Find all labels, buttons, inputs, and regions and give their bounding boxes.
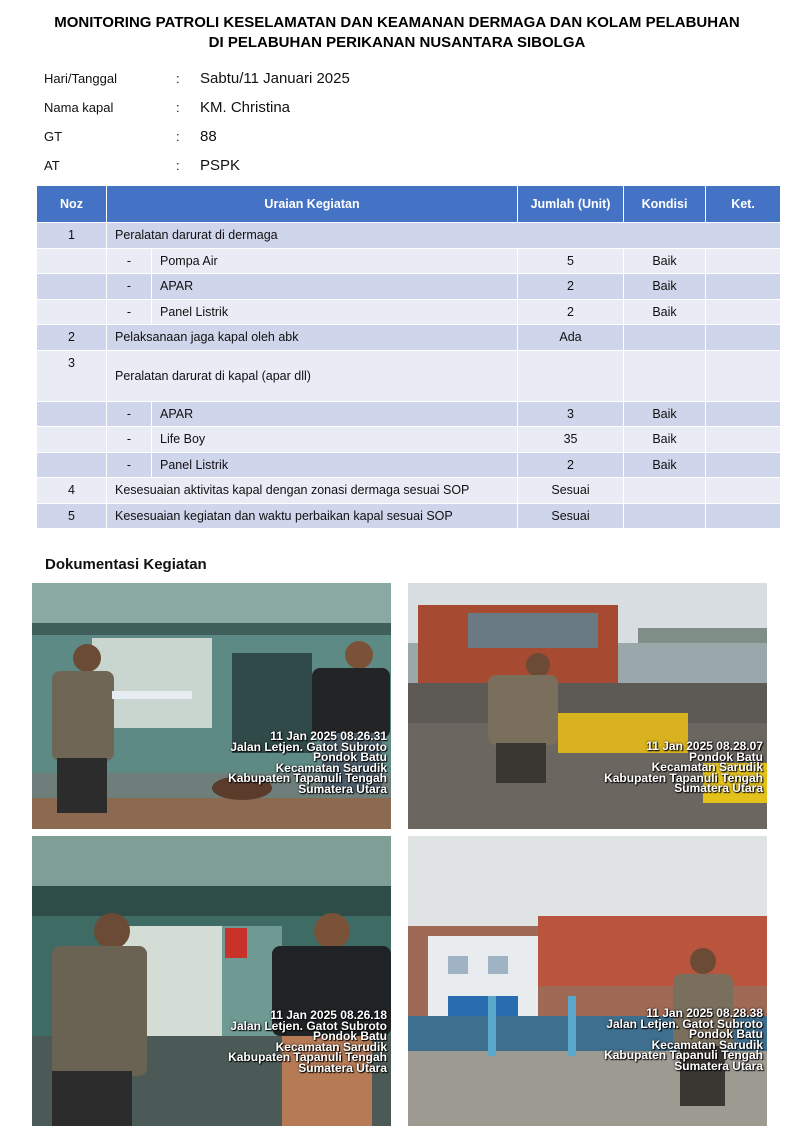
- info-row-date: [44, 66, 350, 90]
- cell-dash: -: [107, 452, 152, 478]
- cell-ket: [706, 452, 781, 478]
- header-uraian: Uraian Kegiatan: [107, 186, 518, 223]
- cell-ket: [706, 299, 781, 325]
- cell-no: 3: [37, 350, 107, 401]
- cell-dash: -: [107, 401, 152, 427]
- cell-uraian: Pelaksanaan jaga kapal oleh abk: [107, 325, 518, 351]
- photo-3-stamp: [228, 1010, 387, 1073]
- page-title: [0, 13, 794, 53]
- info-label: AT: [44, 157, 60, 173]
- photo-1-stamp: [228, 731, 387, 794]
- cell-uraian: Life Boy: [152, 427, 518, 453]
- cell-kondisi: [624, 478, 706, 504]
- stamp-line: 11 Jan 2025 08.28.38: [646, 1006, 763, 1020]
- cell-jumlah: 5: [518, 248, 624, 274]
- stamp-line: Pondok Batu: [689, 1027, 763, 1041]
- header-no: Noz: [37, 186, 107, 223]
- cell-dash: -: [107, 248, 152, 274]
- table-row: [37, 427, 781, 453]
- cell-jumlah: 35: [518, 427, 624, 453]
- table-row: [37, 248, 781, 274]
- cell-no: [37, 248, 107, 274]
- header-jumlah: Jumlah (Unit): [518, 186, 624, 223]
- info-value: KM. Christina: [200, 98, 291, 116]
- photo-3-image: [32, 836, 391, 1126]
- table-row: [37, 299, 781, 325]
- cell-uraian: Peralatan darurat di kapal (apar dll): [107, 350, 518, 401]
- info-colon: :: [176, 128, 180, 144]
- photo-4-image: [408, 836, 767, 1126]
- cell-no: [37, 401, 107, 427]
- info-row-ship-name: [44, 95, 290, 119]
- cell-jumlah: Sesuai: [518, 478, 624, 504]
- cell-ket: [706, 503, 781, 529]
- cell-jumlah: Sesuai: [518, 503, 624, 529]
- cell-dash: -: [107, 274, 152, 300]
- cell-jumlah: [518, 350, 624, 401]
- cell-kondisi: Baik: [624, 427, 706, 453]
- cell-jumlah: 2: [518, 299, 624, 325]
- header-kondisi: Kondisi: [624, 186, 706, 223]
- table-row: [37, 452, 781, 478]
- cell-uraian: Peralatan darurat di dermaga: [107, 223, 781, 249]
- cell-uraian: Panel Listrik: [152, 299, 518, 325]
- cell-ket: [706, 350, 781, 401]
- stamp-line: Pondok Batu: [313, 1029, 387, 1043]
- cell-uraian: APAR: [152, 401, 518, 427]
- stamp-line: Pondok Batu: [689, 749, 763, 764]
- cell-ket: [706, 478, 781, 504]
- activity-table: [36, 185, 781, 529]
- table-row: [37, 478, 781, 504]
- stamp-line: Jalan Letjen. Gatot Subroto: [230, 739, 387, 754]
- cell-ket: [706, 274, 781, 300]
- cell-uraian: Kesesuaian aktivitas kapal dengan zonasi dermaga sesuai SOP: [107, 478, 518, 504]
- stamp-line: 11 Jan 2025 08.26.18: [270, 1008, 387, 1022]
- photo-1: [32, 583, 391, 829]
- cell-ket: [706, 427, 781, 453]
- table-row: [37, 223, 781, 249]
- cell-no: 5: [37, 503, 107, 529]
- info-row-at: [44, 153, 240, 177]
- info-label: GT: [44, 128, 63, 144]
- cell-no: 2: [37, 325, 107, 351]
- cell-dash: -: [107, 299, 152, 325]
- cell-jumlah: 3: [518, 401, 624, 427]
- cell-kondisi: Baik: [624, 299, 706, 325]
- table-row: [37, 503, 781, 529]
- table-row: [37, 325, 781, 351]
- header-ket: Ket.: [706, 186, 781, 223]
- cell-jumlah: Ada: [518, 325, 624, 351]
- stamp-line: Pondok Batu: [313, 750, 387, 764]
- info-row-gt: [44, 124, 217, 148]
- stamp-line: Kecamatan Sarudik: [275, 1039, 387, 1054]
- stamp-line: Kecamatan Sarudik: [651, 760, 763, 774]
- info-colon: :: [176, 99, 180, 115]
- stamp-line: Sumatera Utara: [298, 1060, 387, 1075]
- cell-ket: [706, 325, 781, 351]
- cell-ket: [706, 401, 781, 427]
- stamp-line: 11 Jan 2025 08.26.31: [270, 729, 387, 743]
- title-line-2: DI PELABUHAN PERIKANAN NUSANTARA SIBOLGA: [208, 34, 586, 51]
- stamp-line: Kabupaten Tapanuli Tengah: [604, 770, 763, 785]
- cell-no: [37, 299, 107, 325]
- photo-2-stamp: [604, 741, 763, 794]
- stamp-line: 11 Jan 2025 08.28.07: [646, 739, 763, 753]
- cell-no: [37, 274, 107, 300]
- info-label: Nama kapal: [44, 99, 114, 115]
- documentation-heading: Dokumentasi Kegiatan: [45, 556, 207, 573]
- stamp-line: Jalan Letjen. Gatot Subroto: [606, 1016, 763, 1031]
- info-value: Sabtu/11 Januari 2025: [200, 69, 350, 87]
- photo-3: [32, 836, 391, 1126]
- cell-dash: -: [107, 427, 152, 453]
- photo-2: [408, 583, 767, 829]
- cell-uraian: APAR: [152, 274, 518, 300]
- title-line-1: MONITORING PATROLI KESELAMATAN DAN KEAMANAN DERMAGA DAN KOLAM PELABUHAN: [54, 14, 740, 31]
- cell-no: [37, 427, 107, 453]
- cell-uraian: Pompa Air: [152, 248, 518, 274]
- cell-kondisi: [624, 325, 706, 351]
- photo-4: [408, 836, 767, 1126]
- cell-kondisi: Baik: [624, 452, 706, 478]
- stamp-line: Sumatera Utara: [674, 781, 763, 795]
- cell-uraian: Kesesuaian kegiatan dan waktu perbaikan kapal sesuai SOP: [107, 503, 518, 529]
- info-label: Hari/Tanggal: [44, 70, 117, 86]
- cell-jumlah: 2: [518, 274, 624, 300]
- table-row: [37, 401, 781, 427]
- info-value: 88: [200, 127, 217, 145]
- cell-no: 1: [37, 223, 107, 249]
- cell-kondisi: Baik: [624, 274, 706, 300]
- stamp-line: Sumatera Utara: [674, 1058, 763, 1073]
- stamp-line: Sumatera Utara: [298, 781, 387, 796]
- cell-no: 4: [37, 478, 107, 504]
- cell-kondisi: Baik: [624, 401, 706, 427]
- stamp-line: Kabupaten Tapanuli Tengah: [604, 1048, 763, 1062]
- cell-kondisi: Baik: [624, 248, 706, 274]
- cell-kondisi: [624, 350, 706, 401]
- cell-kondisi: [624, 503, 706, 529]
- info-value: PSPK: [200, 156, 241, 174]
- stamp-line: Kecamatan Sarudik: [275, 760, 387, 775]
- cell-no: [37, 452, 107, 478]
- table-header-row: [37, 186, 781, 223]
- stamp-line: Jalan Letjen. Gatot Subroto: [230, 1018, 387, 1033]
- cell-uraian: Panel Listrik: [152, 452, 518, 478]
- info-colon: :: [176, 157, 180, 173]
- table-row: [37, 274, 781, 300]
- stamp-line: Kabupaten Tapanuli Tengah: [228, 1050, 387, 1064]
- info-colon: :: [176, 70, 180, 86]
- stamp-line: Kabupaten Tapanuli Tengah: [228, 771, 387, 785]
- cell-jumlah: 2: [518, 452, 624, 478]
- stamp-line: Kecamatan Sarudik: [651, 1037, 763, 1052]
- cell-ket: [706, 248, 781, 274]
- table-row: [37, 350, 781, 401]
- photo-4-stamp: [604, 1008, 763, 1071]
